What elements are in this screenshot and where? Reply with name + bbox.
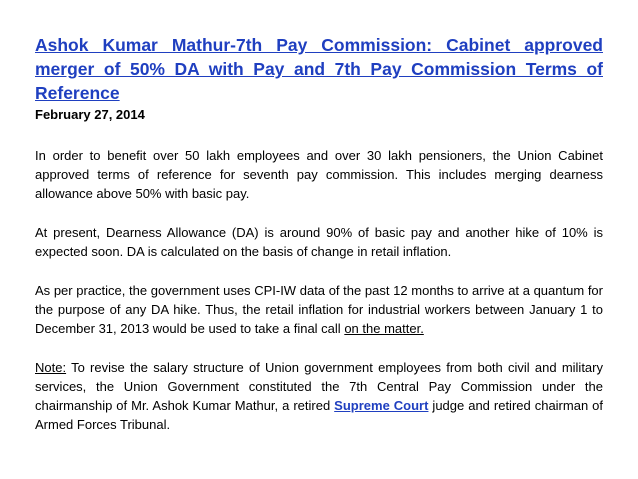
note-text-after-link: judge and retired chairman of Armed Forces Tribunal.	[35, 398, 603, 432]
paragraph-cpi-iw	[35, 281, 603, 338]
note-text-before-link: To revise the salary structure of Union government employees from both civil and military services, the Union Government constituted the 7th Central Pay Commission under the chairmanship of Mr. Ashok Kumar Mathur, a retired	[35, 360, 603, 413]
paragraph-cpi-iw-text: As per practice, the government uses CPI-IW data of the past 12 months to arrive at a quantum for the purpose of any DA hike. Thus, the retail inflation for industrial workers between January 1 to December 31, 2013 would be used to take a final call	[35, 283, 603, 336]
paragraph-cpi-iw-underlined: on the matter.	[344, 321, 424, 336]
article-title-link[interactable]: Ashok Kumar Mathur-7th Pay Commission: Cabinet approved merger of 50% DA with Pay and 7th Pay Commission Terms of Reference	[35, 35, 603, 103]
article	[35, 33, 603, 434]
article-date: February 27, 2014	[35, 107, 145, 122]
supreme-court-link[interactable]: Supreme Court	[334, 398, 429, 413]
note-label: Note:	[35, 360, 67, 375]
paragraph-dearness-allowance: At present, Dearness Allowance (DA) is around 90% of basic pay and another hike of 10% is expected soon. DA is calculated on the basis of change in retail inflation.	[35, 225, 603, 259]
article-title[interactable]	[35, 33, 603, 105]
paragraph-note	[35, 358, 603, 434]
paragraph-intro: In order to benefit over 50 lakh employees and over 30 lakh pensioners, the Union Cabinet approved terms of reference for seventh pay commission. This includes merging dearness allowance above 50% with basic pay.	[35, 148, 603, 201]
